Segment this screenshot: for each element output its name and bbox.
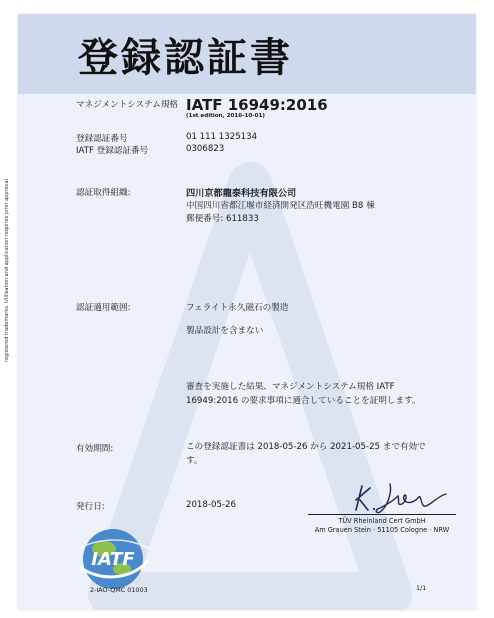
validity-text: この登録認証書は 2018-05-26 から 2021-05-25 まで有効です。 (186, 442, 426, 466)
standard-label: マネジメントシステム規格 (76, 100, 179, 110)
organization-postal: 郵便番号: 611833 (186, 214, 259, 224)
certification-statement: 審査を実施した結果、マネジメントシステム規格 IATF 16949:2016 の要求事項に適合していることを証明します。 (186, 382, 421, 406)
scope-line-2: 製品設計を含まない (186, 326, 264, 336)
page-number: 1/1 (416, 584, 427, 592)
signature (334, 478, 454, 516)
validity-label: 有効期間: (76, 444, 114, 454)
issue-date-label: 発行日: (76, 502, 105, 512)
iatf-no-value: 0306823 (186, 144, 225, 154)
scope-line-1: フェライト永久磁石の製造 (186, 303, 289, 313)
standard-name: IATF 16949:2016 (186, 96, 328, 114)
issue-date-value: 2018-05-26 (186, 500, 236, 510)
document-code: 2-IAO-QMC 01003 (90, 586, 148, 594)
registration-no-value: 01 111 1325134 (186, 132, 258, 142)
logo-text: IATF (91, 549, 135, 570)
side-trademark-note: registered trademarks. Utilisation and application requires prior approval. (4, 177, 10, 362)
issuer-block (308, 517, 456, 535)
registration-no-label: 登録認証番号 (76, 134, 128, 144)
issuer-name: TÜV Rheinland Cert GmbH (338, 517, 426, 525)
certificate-title: 登録認証書 (78, 35, 293, 81)
organization-name: 四川京都龍泰科技有限公司 (186, 188, 297, 199)
standard-edition: (1st edition, 2016-10-01) (186, 113, 265, 119)
iatf-no-label: IATF 登録認証番号 (76, 146, 149, 156)
signature-line (308, 514, 456, 515)
certificate-sheet (18, 14, 476, 610)
organization-label: 認証取得組織: (76, 188, 131, 198)
organization-address: 中国四川省都江堰市経済開発区浩旺機電園 B8 棟 (186, 201, 375, 211)
scope-label: 認証適用範囲: (76, 303, 131, 313)
issuer-address: Am Grauen Stein · 51105 Cologne · NRW (314, 526, 450, 534)
